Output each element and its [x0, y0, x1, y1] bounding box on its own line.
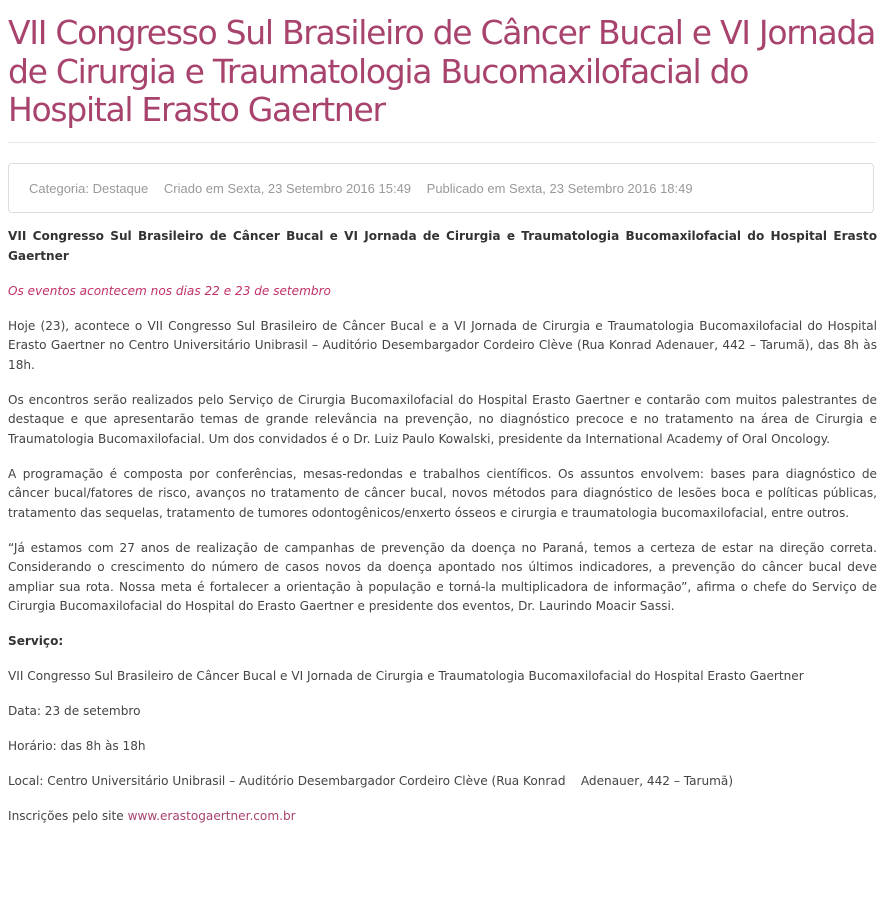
article-info-line [29, 181, 705, 196]
service-date: Data: 23 de setembro [8, 704, 141, 718]
registration-label: Inscrições pelo site [8, 809, 128, 823]
service-registration [8, 807, 877, 827]
created-date: Criado em Sexta, 23 Setembro 2016 15:49 [163, 181, 412, 196]
article-subtitle: Os eventos acontecem nos dias 22 e 23 de setembro [8, 283, 331, 298]
body-paragraph: Hoje (23), acontece o VII Congresso Sul Brasileiro de Câncer Bucal e a VI Jornada de Cirurgia e Traumatologia Bucomaxilofacial do Hospital Erasto Gaertner no Centro Universitário Unibrasil – Auditório Desembargador Cordeiro Clève (Rua Konrad Adenauer, 442 – Tarumã), das 8h às 18h. [8, 318, 877, 372]
title-divider [8, 142, 876, 143]
body-paragraph: Os encontros serão realizados pelo Serviço de Cirurgia Bucomaxilofacial do Hospital Erasto Gaertner e contarão com muitos palestrantes de destaque e que apresentarão temas de grande relevância na prevenção, no diagnóstico precoce e no tratamento na área de Cirurgia e Traumatologia Bucomaxilofacial. Um dos convidados é o Dr. Luiz Paulo Kowalski, presidente da International Academy of Oral Oncology. [8, 392, 877, 446]
service-heading: Serviço: [8, 634, 64, 648]
service-event: VII Congresso Sul Brasileiro de Câncer Bucal e VI Jornada de Cirurgia e Traumatologia Bucomaxilofacial do Hospital Erasto Gaertner [8, 669, 804, 683]
article-title: VII Congresso Sul Brasileiro de Câncer Bucal e VI Jornada de Cirurgia e Traumatologia Bucomaxilofacial do Hospital Erasto Gaertner [8, 13, 876, 129]
published-date: Publicado em Sexta, 23 Setembro 2016 18:49 [426, 181, 693, 196]
article-lead: VII Congresso Sul Brasileiro de Câncer Bucal e VI Jornada de Cirurgia e Traumatologia Bucomaxilofacial do Hospital Erasto Gaertner [8, 229, 877, 263]
article-body [8, 227, 877, 842]
body-paragraph: A programação é composta por conferências, mesas-redondas e trabalhos científicos. Os assuntos envolvem: bases para diagnóstico de câncer bucal/fatores de risco, avanços no tratamento de câncer bucal, novos métodos para diagnóstico de lesões boca e políticas públicas, tratamento das sequelas, tratamento de tumores odontogênicos/enxerto ósseos e cirurgia e traumatologia bucomaxilofacial, entre outros. [8, 466, 877, 520]
service-location: Local: Centro Universitário Unibrasil – Auditório Desembargador Cordeiro Clève (Rua Konrad Adenauer, 442 – Tarumã) [8, 774, 734, 788]
category-label: Categoria: Destaque [29, 181, 149, 196]
quote-paragraph: “Já estamos com 27 anos de realização de campanhas de prevenção da doença no Paraná, temos a certeza de estar na direção correta. Considerando o crescimento do número de casos novos da doença apontado nos últimos indicadores, a prevenção do câncer bucal deve ampliar sua rota. Nossa meta é fortalecer a orientação à população e torná-la multiplicadora de informação”, afirma o chefe do Serviço de Cirurgia Bucomaxilofacial do Hospital do Erasto Gaertner e presidente dos eventos, Dr. Laurindo Moacir Sassi. [8, 540, 877, 613]
service-time: Horário: das 8h às 18h [8, 739, 146, 753]
registration-link[interactable]: www.erastogaertner.com.br [127, 809, 296, 823]
article-info-box [8, 163, 874, 213]
